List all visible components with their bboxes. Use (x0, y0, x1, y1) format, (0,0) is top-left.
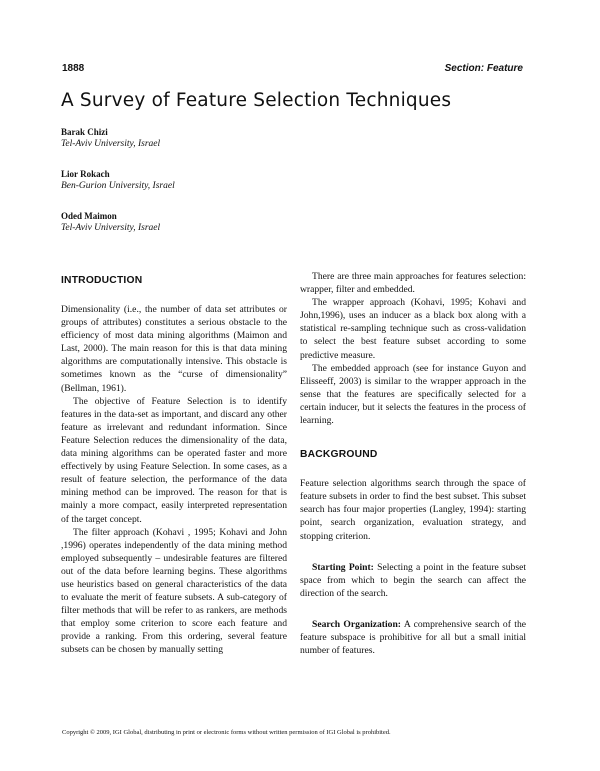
starting-point-paragraph (300, 561, 526, 600)
author-affiliation: Tel-Aviv University, Israel (61, 139, 161, 149)
author-block (61, 210, 361, 235)
author-affiliation: Tel-Aviv University, Israel (61, 223, 161, 233)
body-paragraph: The embedded approach (see for instance Guyon and Elisseeff, 2003) is similar to the wrapper approach in the sense that the features are specifically selected for a certain inducer, but it selects the features in the process of learning. (300, 362, 526, 427)
body-paragraph: Feature selection algorithms search through the space of feature subsets in order to find the best subset. This subset search has four major properties (Langley, 1994): starting point, search organization, evaluation strategy, and stopping criterion. (300, 478, 526, 542)
search-organization-paragraph (300, 618, 526, 657)
author-list (61, 126, 361, 252)
author-affiliation: Ben-Gurion University, Israel (61, 181, 175, 191)
author-block (61, 126, 361, 151)
body-paragraph: The objective of Feature Selection is to identify features in the data-set as important, and discard any other feature as irrelevant and redundant information. Since Feature Selection reduces the dimensionality of the data, data mining algorithms can be operated faster and more effectively by using Feature Selection. In some cases, as a result of feature selection, the performance of the data mining method can be improved. The reason for that is mainly a more compact, easily interpreted representation of the target concept. (61, 395, 287, 525)
background-heading: BACKGROUND (300, 449, 378, 461)
body-paragraph: The wrapper approach (Kohavi, 1995; Kohavi and John,1996), uses an inducer as a black box along with a statistical re-sampling technique such as cross-validation to select the best feature subset according to some predictive measure. (300, 297, 526, 361)
search-organization-text: A comprehensive search of the feature subspace is prohibitive for all but a small initial number of features. (300, 618, 526, 657)
section-label: Section: Feature (444, 63, 523, 74)
author-name: Oded Maimon (61, 211, 117, 221)
page-number: 1888 (62, 63, 85, 74)
body-paragraph: There are three main approaches for features selection: wrapper, filter and embedded. (300, 271, 526, 296)
starting-point-label: Starting Point: (312, 561, 374, 573)
copyright-footer: Copyright © 2009, IGI Global, distributing in print or electronic forms without written permission of IGI Global is prohibited. (62, 729, 391, 736)
body-paragraph: Dimensionality (i.e., the number of data set attributes or groups of attributes) constitutes a serious obstacle to the efficiency of most data mining algorithms (Maimon and Last, 2000). The main reason for this is that data mining algorithms are computationally intensive. This obstacle is sometimes known as the “curse of dimensionality” (Bellman, 1961). (61, 304, 287, 394)
author-name: Lior Rokach (61, 169, 110, 179)
introduction-heading: INTRODUCTION (61, 275, 143, 286)
left-column (61, 270, 287, 657)
author-block (61, 168, 361, 193)
body-paragraph: The filter approach (Kohavi , 1995; Kohavi and John ,1996) operates independently of the data mining method employed subsequently – undesirable features are filtered out of the data before learning begins. These algorithms use heuristics based on general characteristics of the data to evaluate the merit of feature subsets. A sub-category of filter methods that will be refer to as rankers, are methods that employ some criterion to score each feature and provide a ranking. From this ordering, several feature subsets can be chosen by manually setting (61, 526, 287, 656)
author-name: Barak Chizi (61, 127, 108, 137)
right-column (300, 270, 526, 657)
search-organization-label: Search Organization: (312, 618, 401, 630)
starting-point-text: Selecting a point in the feature subset space from which to begin the search can affect the direction of the search. (300, 561, 526, 599)
paper-title: A Survey of Feature Selection Techniques (61, 90, 452, 111)
